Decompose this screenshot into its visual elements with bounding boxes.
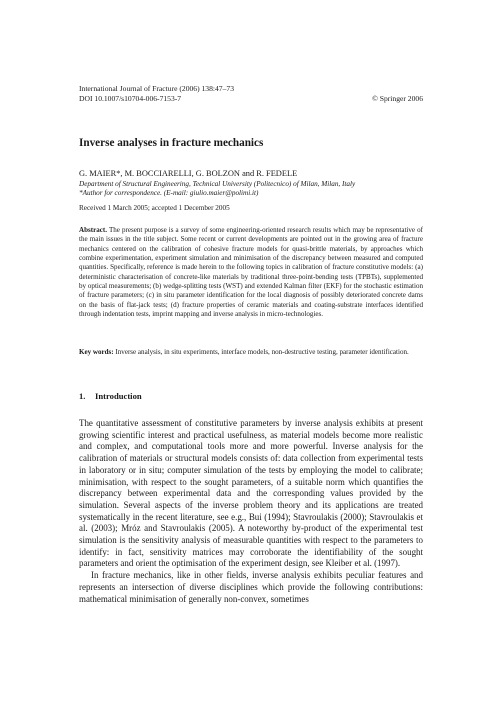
received-dates: Received 1 March 2005; accepted 1 December 2005 xyxy=(79,204,230,212)
doi: DOI 10.1007/s10704-006-7153-7 xyxy=(79,94,182,103)
author-list: G. MAIER*, M. BOCCIARELLI, G. BOLZON and R. FEDELE xyxy=(79,169,298,178)
journal-name-line xyxy=(79,84,423,94)
journal-header xyxy=(79,84,423,104)
journal-citation: International Journal of Fracture (2006) 138:47–73 xyxy=(79,84,234,93)
section-title: Introduction xyxy=(95,391,142,401)
keywords-text: Inverse analysis, in situ experiments, interface models, non-destructive testing, parameter identification. xyxy=(115,348,409,356)
journal-doi-line xyxy=(79,94,423,104)
abstract xyxy=(79,226,423,319)
abstract-text: The present purpose is a survey of some engineering-oriented research results which may be representative of the main issues in the title subject. Some recent or current developments are pointed out in the growing area of fracture mechanics centered on the calibration of cohesive fracture models for quasi-brittle materials, by approaches which combine experimentation, experiment simulation and minimisation of the discrepancy between measured and computed quantities. Specifically, reference is made herein to the following topics in calibration of fracture constitutive models: (a) deterministic characterisation of concrete-like materials by traditional three-point-bending tests (TPBTs), supplemented by optical measurements; (b) wedge-splitting tests (WST) and extended Kalman filter (EKF) for the stochastic estimation of fracture parameters; (c) in situ parameter identification for the local diagnosis of possibly deteriorated concrete dams on the basis of flat-jack tests; (d) fracture properties of ceramic materials and coating-substrate interfaces identified through indentation tests, imprint mapping and inverse analysis in micro-technologies. xyxy=(79,226,423,319)
copyright-notice: © Springer 2006 xyxy=(372,94,423,103)
affiliation: Department of Structural Engineering, Technical University (Politecnico) of Milan, Milan, Italy xyxy=(79,180,356,188)
section-heading xyxy=(79,391,423,402)
correspondence-note: *Author for correspondence. (E-mail: giulio.maier@polimi.it) xyxy=(79,189,259,198)
paragraph: In fracture mechanics, like in other fields, inverse analysis exhibits peculiar features and represents an intersection of diverse disciplines which provide the following contributions: mathematical minimisation of generally non-convex, sometimes xyxy=(79,570,423,604)
paper-title: Inverse analyses in fracture mechanics xyxy=(79,137,264,149)
affiliation-block xyxy=(79,180,423,199)
keywords xyxy=(79,348,423,357)
abstract-label: Abstract. xyxy=(79,226,107,234)
paragraph: The quantitative assessment of constitutive parameters by inverse analysis exhibits at present growing scientific interest and practical usefulness, as material models become more realistic and complex, and computational tools more and more powerful. Inverse analysis for the calibration of materials or structural models consists of: data collection from experimental tests in laboratory or in situ; computer simulation of the tests by employing the model to calibrate; minimisation, with respect to the sought parameters, of a suitable norm which quantifies the discrepancy between experimental data and the corresponding values provided by the simulation. Several aspects of the inverse problem theory and its applications are treated systematically in the recent literature, see e.g., Bui (1994); Stavroulakis (2000); Stavroulakis et al. (2003); Mróz and Stavroulakis (2005). A noteworthy by-product of the experimental test simulation is the sensitivity analysis of measurable quantities with respect to the parameters to identify: in fact, sensitivity matrices may corroborate the identifiability of the sought parameters and orient the optimisation of the experiment design, see Kleiber et al. (1997). xyxy=(79,418,423,569)
keywords-label: Key words: xyxy=(79,348,114,356)
section-number: 1. xyxy=(79,391,86,401)
body-text xyxy=(79,418,423,605)
